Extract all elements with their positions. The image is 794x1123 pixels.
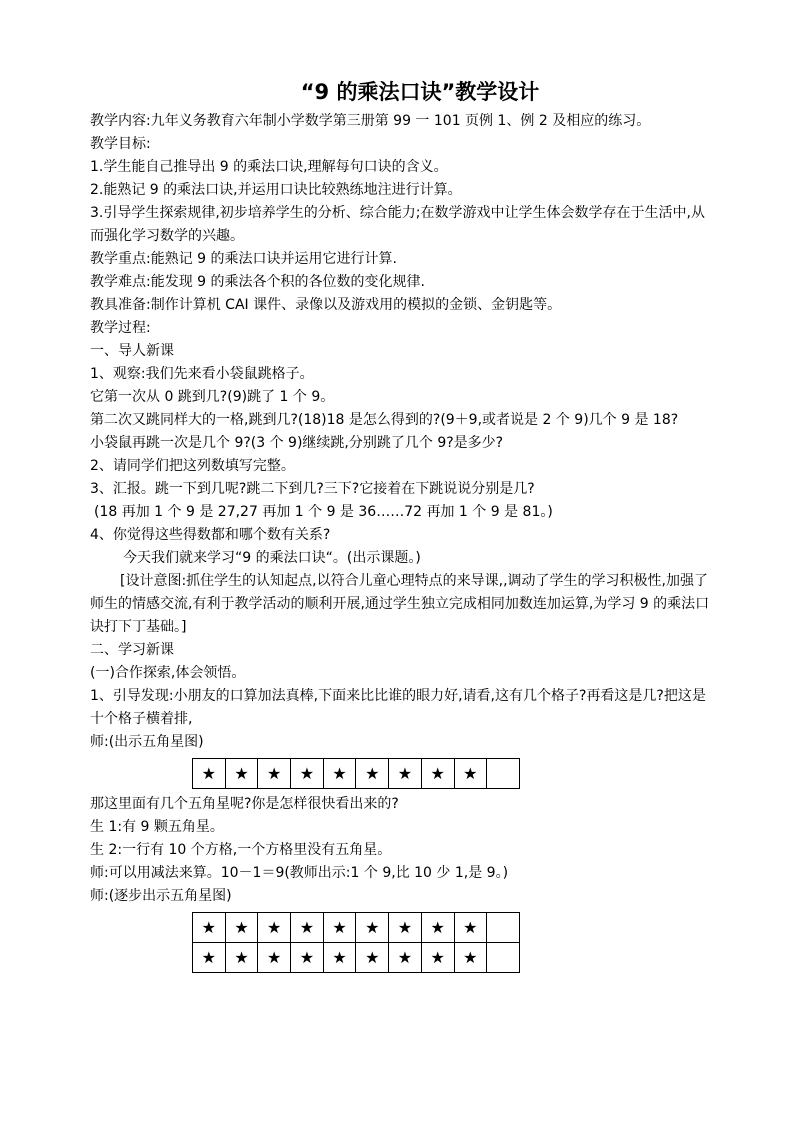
question-stars: 那这里面有几个五角星呢?你是怎样很快看出来的? [90,796,399,812]
teacher-subtract: 师:可以用减法来算。10－1＝9(教师出示:1 个 9,比 10 少 1,是 9。) [90,865,509,881]
report-answer: (18 再加 1 个 9 是 27,27 再加 1 个 9 是 36……72 再加 1 个 9 是 81。) [94,504,553,520]
difficulty: 教学难点:能发现 9 的乘法各个积的各位数的变化规律. [90,274,425,290]
star-cell: ★ [258,943,291,973]
step-relation: 4、你觉得这些得数都和哪个数有关系? [90,527,331,543]
key-point: 教学重点:能熟记 9 的乘法口诀并运用它进行计算. [90,251,397,267]
star-cell: ★ [389,943,422,973]
guide-discover: 1、引导发现:小朋友的口算加法真棒,下面来比比谁的眼力好,请看,这有几个格子?再看这是几?把这是十个格子横着排, [90,688,706,727]
star-cell: ★ [258,913,291,943]
second-jump: 第二次又跳同样大的一格,跳到几?(18)18 是怎么得到的?(9＋9,或者说是 2 个 9)几个 9 是 18? [90,412,679,428]
star-cell: ★ [323,913,356,943]
star-row [193,759,520,789]
star-cell: ★ [454,913,487,943]
star-cell: ★ [193,759,226,789]
design-intent: [设计意图:抓住学生的认知起点,以符合儿童心理特点的来导课,,调动了学生的学习积极性,加强了师生的情感交流,有利于教学活动的顺利开展,通过学生独立完成相同加数连加运算,为学习 9 的乘法口诀打下丁基础。] [90,573,710,635]
topic-intro: 今天我们就来学习“9 的乘法口诀“。(出示课题。) [123,550,421,566]
star-cell: ★ [225,943,258,973]
objectives-heading: 教学目标: [90,136,151,152]
doc-title: “9 的乘法口诀”教学设计 [300,80,540,104]
student-2: 生 2:一行有 10 个方格,一个方格里没有五角星。 [90,842,392,858]
step-fill: 2、请同学们把这列数填写完整。 [90,458,295,474]
teacher-show-more: 师:(逐步出示五角星图) [90,888,232,904]
empty-cell [487,943,520,973]
subsection-1: (一)合作探索,体会领悟。 [90,665,246,681]
star-cell: ★ [421,913,454,943]
star-cell: ★ [356,943,389,973]
star-cell: ★ [291,913,324,943]
star-cell: ★ [389,913,422,943]
star-cell: ★ [291,759,324,789]
star-cell: ★ [323,943,356,973]
objective-3: 3.引导学生探索规律,初步培养学生的分析、综合能力;在数学游戏中让学生体会数学存在于生活中,从而强化学习数学的兴趣。 [90,205,705,244]
star-cell: ★ [258,759,291,789]
student-1: 生 1:有 9 颗五角星。 [90,819,224,835]
star-row [193,913,520,943]
star-cell: ★ [225,759,258,789]
section-1-heading: 一、导人新课 [90,343,174,359]
star-grid-1 [192,758,520,789]
empty-cell [487,913,520,943]
document-page [90,78,710,977]
empty-cell [487,759,520,789]
teaching-content: 教学内容:九年义务教育六年制小学数学第三册第 99 一 101 页例 1、例 2 及相应的练习。 [90,113,651,129]
star-cell: ★ [193,913,226,943]
star-row [193,943,520,973]
objective-1: 1.学生能自己推导出 9 的乘法口诀,理解每句口诀的含义。 [90,159,448,175]
objective-2: 2.能熟记 9 的乘法口诀,并运用口诀比较熟练地注进行计算。 [90,182,462,198]
star-cell: ★ [225,913,258,943]
process-heading: 教学过程: [90,320,151,336]
third-jump: 小袋鼠再跳一次是几个 9?(3 个 9)继续跳,分别跳了几个 9?是多少? [90,435,504,451]
section-2-heading: 二、学习新课 [90,642,174,658]
star-cell: ★ [454,943,487,973]
star-cell: ★ [454,759,487,789]
step-observe: 1、观察:我们先来看小袋鼠跳格子。 [90,366,314,382]
teaching-aids: 教具准备:制作计算机 CAI 课件、录像以及游戏用的模拟的金锁、金钥匙等。 [90,297,562,313]
star-cell: ★ [421,943,454,973]
star-cell: ★ [389,759,422,789]
star-grid-2 [192,912,520,973]
star-cell: ★ [356,759,389,789]
teacher-show-stars: 师:(出示五角星图) [90,734,204,750]
star-cell: ★ [323,759,356,789]
star-cell: ★ [193,943,226,973]
star-cell: ★ [421,759,454,789]
step-report: 3、汇报。跳一下到几呢?跳二下到几?三下?它接着在下跳说说分别是几? [90,481,535,497]
star-cell: ★ [356,913,389,943]
first-jump: 它第一次从 0 跳到几?(9)跳了 1 个 9。 [90,389,335,405]
star-cell: ★ [291,943,324,973]
